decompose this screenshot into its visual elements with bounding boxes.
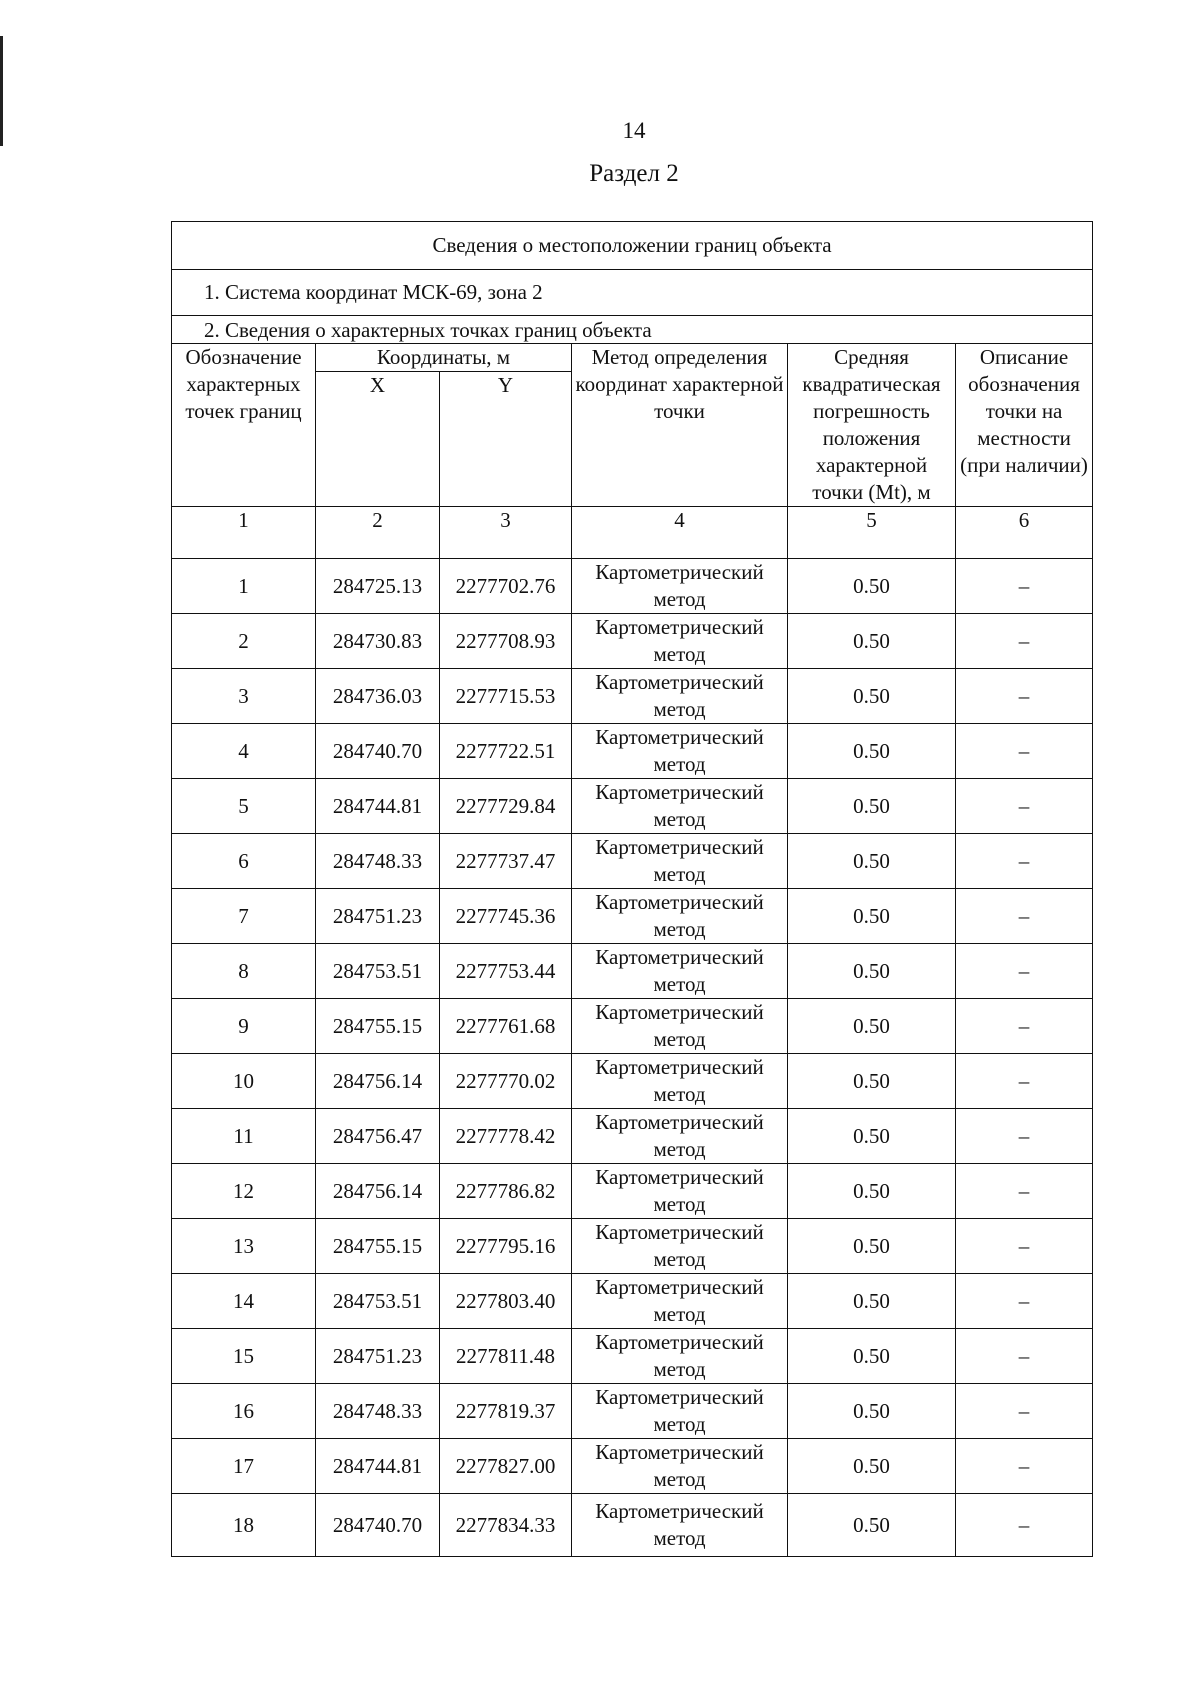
cell-x: 284755.15 [316, 1219, 440, 1274]
cell-mt: 0.50 [788, 669, 956, 724]
column-number: 6 [956, 507, 1093, 559]
points-title: 2. Сведения о характерных точках границ объекта [172, 316, 1093, 344]
cell-x: 284744.81 [316, 779, 440, 834]
cell-y: 2277795.16 [440, 1219, 572, 1274]
cell-y: 2277811.48 [440, 1329, 572, 1384]
coordinate-system: 1. Система координат МСК-69, зона 2 [172, 270, 1093, 316]
cell-description: – [956, 1164, 1093, 1219]
cell-method: Картометрический метод [572, 999, 788, 1054]
cell-point-number: 14 [172, 1274, 316, 1329]
cell-x: 284753.51 [316, 1274, 440, 1329]
table-row [172, 1384, 1093, 1439]
cell-x: 284748.33 [316, 1384, 440, 1439]
cell-description: – [956, 944, 1093, 999]
cell-point-number: 11 [172, 1109, 316, 1164]
cell-description: – [956, 1109, 1093, 1164]
cell-point-number: 13 [172, 1219, 316, 1274]
column-number: 3 [440, 507, 572, 559]
table-row [172, 834, 1093, 889]
cell-x: 284751.23 [316, 889, 440, 944]
cell-point-number: 10 [172, 1054, 316, 1109]
cell-point-number: 9 [172, 999, 316, 1054]
cell-x: 284740.70 [316, 724, 440, 779]
cell-method: Картометрический метод [572, 1164, 788, 1219]
cell-description: – [956, 1274, 1093, 1329]
cell-method: Картометрический метод [572, 1494, 788, 1557]
header-description: Описание обозначения точки на местности (при наличии) [956, 344, 1093, 507]
column-number: 4 [572, 507, 788, 559]
cell-mt: 0.50 [788, 889, 956, 944]
cell-x: 284756.14 [316, 1164, 440, 1219]
cell-mt: 0.50 [788, 779, 956, 834]
table-row [172, 1494, 1093, 1557]
cell-x: 284748.33 [316, 834, 440, 889]
header-y: Y [440, 372, 572, 507]
table-row [172, 889, 1093, 944]
cell-method: Картометрический метод [572, 1054, 788, 1109]
cell-point-number: 18 [172, 1494, 316, 1557]
cell-mt: 0.50 [788, 724, 956, 779]
table-row [172, 1219, 1093, 1274]
cell-point-number: 16 [172, 1384, 316, 1439]
table-row [172, 999, 1093, 1054]
cell-y: 2277745.36 [440, 889, 572, 944]
cell-method: Картометрический метод [572, 1329, 788, 1384]
cell-point-number: 8 [172, 944, 316, 999]
cell-method: Картометрический метод [572, 1219, 788, 1274]
boundary-points-table [171, 221, 1093, 1557]
cell-description: – [956, 1219, 1093, 1274]
table-title: Сведения о местоположении границ объекта [172, 222, 1093, 270]
cell-mt: 0.50 [788, 559, 956, 614]
cell-point-number: 15 [172, 1329, 316, 1384]
cell-description: – [956, 1439, 1093, 1494]
cell-y: 2277715.53 [440, 669, 572, 724]
section-title: Раздел 2 [589, 160, 679, 187]
table-row [172, 779, 1093, 834]
cell-x: 284756.14 [316, 1054, 440, 1109]
cell-x: 284744.81 [316, 1439, 440, 1494]
table-row [172, 724, 1093, 779]
cell-description: – [956, 779, 1093, 834]
cell-x: 284753.51 [316, 944, 440, 999]
cell-method: Картометрический метод [572, 834, 788, 889]
header-error: Средняя квадратическая погрешность положения характерной точки (Mt), м [788, 344, 956, 507]
cell-method: Картометрический метод [572, 944, 788, 999]
cell-description: – [956, 834, 1093, 889]
cell-point-number: 17 [172, 1439, 316, 1494]
cell-point-number: 12 [172, 1164, 316, 1219]
table-row [172, 1439, 1093, 1494]
cell-y: 2277786.82 [440, 1164, 572, 1219]
table-row [172, 1109, 1093, 1164]
cell-description: – [956, 889, 1093, 944]
cell-x: 284736.03 [316, 669, 440, 724]
cell-y: 2277708.93 [440, 614, 572, 669]
cell-point-number: 3 [172, 669, 316, 724]
cell-method: Картометрический метод [572, 559, 788, 614]
cell-x: 284740.70 [316, 1494, 440, 1557]
cell-description: – [956, 559, 1093, 614]
header-method: Метод определения координат характерной точки [572, 344, 788, 507]
cell-x: 284725.13 [316, 559, 440, 614]
cell-description: – [956, 1494, 1093, 1557]
table-row [172, 1054, 1093, 1109]
cell-x: 284751.23 [316, 1329, 440, 1384]
cell-mt: 0.50 [788, 1494, 956, 1557]
cell-y: 2277834.33 [440, 1494, 572, 1557]
cell-method: Картометрический метод [572, 724, 788, 779]
table-row [172, 614, 1093, 669]
cell-method: Картометрический метод [572, 1274, 788, 1329]
cell-y: 2277803.40 [440, 1274, 572, 1329]
cell-method: Картометрический метод [572, 669, 788, 724]
cell-method: Картометрический метод [572, 889, 788, 944]
cell-mt: 0.50 [788, 1164, 956, 1219]
cell-y: 2277761.68 [440, 999, 572, 1054]
cell-description: – [956, 1384, 1093, 1439]
cell-description: – [956, 999, 1093, 1054]
cell-description: – [956, 724, 1093, 779]
table-row [172, 1274, 1093, 1329]
cell-y: 2277753.44 [440, 944, 572, 999]
cell-description: – [956, 1054, 1093, 1109]
table-row [172, 559, 1093, 614]
cell-y: 2277722.51 [440, 724, 572, 779]
cell-x: 284755.15 [316, 999, 440, 1054]
cell-point-number: 4 [172, 724, 316, 779]
cell-description: – [956, 1329, 1093, 1384]
cell-mt: 0.50 [788, 944, 956, 999]
cell-y: 2277819.37 [440, 1384, 572, 1439]
cell-x: 284730.83 [316, 614, 440, 669]
page-number: 14 [622, 118, 646, 143]
cell-description: – [956, 614, 1093, 669]
cell-mt: 0.50 [788, 1054, 956, 1109]
cell-y: 2277702.76 [440, 559, 572, 614]
column-number: 2 [316, 507, 440, 559]
cell-mt: 0.50 [788, 1439, 956, 1494]
table-row [172, 1329, 1093, 1384]
header-x: X [316, 372, 440, 507]
table-row [172, 669, 1093, 724]
column-number: 1 [172, 507, 316, 559]
cell-y: 2277729.84 [440, 779, 572, 834]
cell-point-number: 2 [172, 614, 316, 669]
cell-y: 2277770.02 [440, 1054, 572, 1109]
cell-mt: 0.50 [788, 1384, 956, 1439]
table-row [172, 944, 1093, 999]
cell-y: 2277827.00 [440, 1439, 572, 1494]
table-row [172, 1164, 1093, 1219]
cell-y: 2277737.47 [440, 834, 572, 889]
cell-mt: 0.50 [788, 1109, 956, 1164]
cell-point-number: 7 [172, 889, 316, 944]
cell-point-number: 6 [172, 834, 316, 889]
cell-method: Картометрический метод [572, 1384, 788, 1439]
cell-method: Картометрический метод [572, 1109, 788, 1164]
cell-mt: 0.50 [788, 834, 956, 889]
cell-method: Картометрический метод [572, 614, 788, 669]
cell-y: 2277778.42 [440, 1109, 572, 1164]
column-number: 5 [788, 507, 956, 559]
cell-description: – [956, 669, 1093, 724]
cell-mt: 0.50 [788, 1329, 956, 1384]
cell-mt: 0.50 [788, 1274, 956, 1329]
header-designation: Обозначение характерных точек границ [172, 344, 316, 507]
cell-method: Картометрический метод [572, 779, 788, 834]
cell-point-number: 5 [172, 779, 316, 834]
header-coordinates: Координаты, м [316, 344, 572, 372]
cell-mt: 0.50 [788, 1219, 956, 1274]
cell-x: 284756.47 [316, 1109, 440, 1164]
cell-point-number: 1 [172, 559, 316, 614]
cell-mt: 0.50 [788, 614, 956, 669]
cell-method: Картометрический метод [572, 1439, 788, 1494]
cell-mt: 0.50 [788, 999, 956, 1054]
